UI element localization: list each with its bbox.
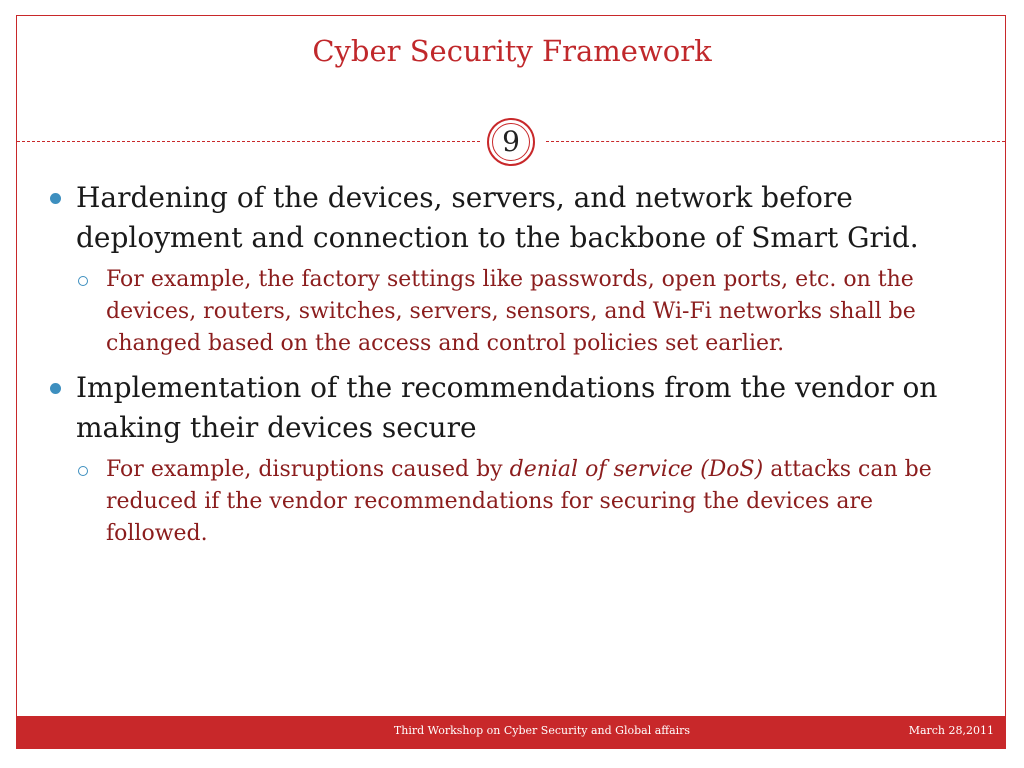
bullet-item-1: [48, 178, 978, 258]
slide-number: 9: [492, 123, 530, 161]
sub-bullet-ring-icon: [78, 466, 88, 476]
bullet-item-2: [48, 368, 978, 448]
slide-number-badge: [487, 118, 535, 166]
sub-bullet-item-1: [48, 264, 978, 360]
title-divider-right: [546, 141, 1005, 142]
bullet-dot-icon: [50, 383, 61, 394]
sub-bullet-ring-icon: [78, 276, 88, 286]
sub-bullet-text: For example, disruptions caused by: [106, 457, 510, 482]
sub-bullet-italic: denial of service (DoS): [509, 457, 764, 482]
bullet-text: Hardening of the devices, servers, and network before deployment and connection to the backbone of Smart Grid.: [76, 181, 919, 254]
sub-bullet-item-2: [48, 454, 978, 550]
bullet-text: Implementation of the recommendations from the vendor on making their devices secure: [76, 371, 938, 444]
slide-title: Cyber Security Framework: [312, 34, 712, 68]
footer-bar: [17, 716, 1006, 749]
footer-event-title: Third Workshop on Cyber Security and Global affairs: [393, 724, 691, 737]
sub-bullet-text-after: attacks can be reduced if the vendor recommendations for securing the devices are followed.: [106, 457, 932, 546]
footer-date: March 28,2011: [908, 724, 994, 737]
bullet-dot-icon: [50, 193, 61, 204]
title-divider-left: [17, 141, 480, 142]
sub-bullet-text: For example, the factory settings like passwords, open ports, etc. on the devices, routers, switches, servers, sensors, and Wi-Fi networks shall be changed based on the access and control policies set earlier.: [106, 267, 916, 356]
slide-content: [48, 178, 978, 550]
